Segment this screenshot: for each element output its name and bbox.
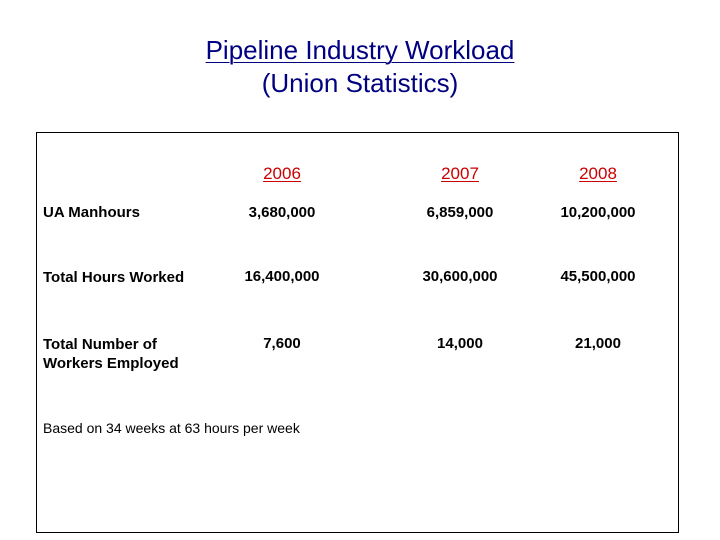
title-line-2: (Union Statistics) bbox=[261, 68, 459, 98]
table-cell: 21,000 bbox=[575, 335, 621, 352]
table-cell: 45,500,000 bbox=[560, 268, 636, 285]
title-line-1: Pipeline Industry Workload bbox=[205, 35, 515, 65]
table-cell: 16,400,000 bbox=[244, 268, 320, 285]
table-cell: 30,600,000 bbox=[422, 268, 498, 285]
column-header-2008: 2008 bbox=[579, 164, 617, 183]
column-header-2007: 2007 bbox=[441, 164, 479, 183]
table-cell: 6,859,000 bbox=[426, 204, 494, 221]
page-title bbox=[0, 34, 720, 100]
footnote: Based on 34 weeks at 63 hours per week bbox=[43, 420, 300, 436]
row-label-total-hours-worked: Total Hours Worked bbox=[43, 269, 185, 286]
table-cell: 14,000 bbox=[437, 335, 483, 352]
statistics-table bbox=[36, 132, 679, 533]
column-header-2006: 2006 bbox=[263, 164, 301, 183]
table-cell: 10,200,000 bbox=[560, 204, 636, 221]
table-cell: 7,600 bbox=[263, 335, 301, 352]
table-cell: 3,680,000 bbox=[248, 204, 316, 221]
row-label-ua-manhours: UA Manhours bbox=[43, 204, 140, 221]
row-label-total-workers-employed: Total Number of Workers Employed bbox=[43, 336, 179, 372]
